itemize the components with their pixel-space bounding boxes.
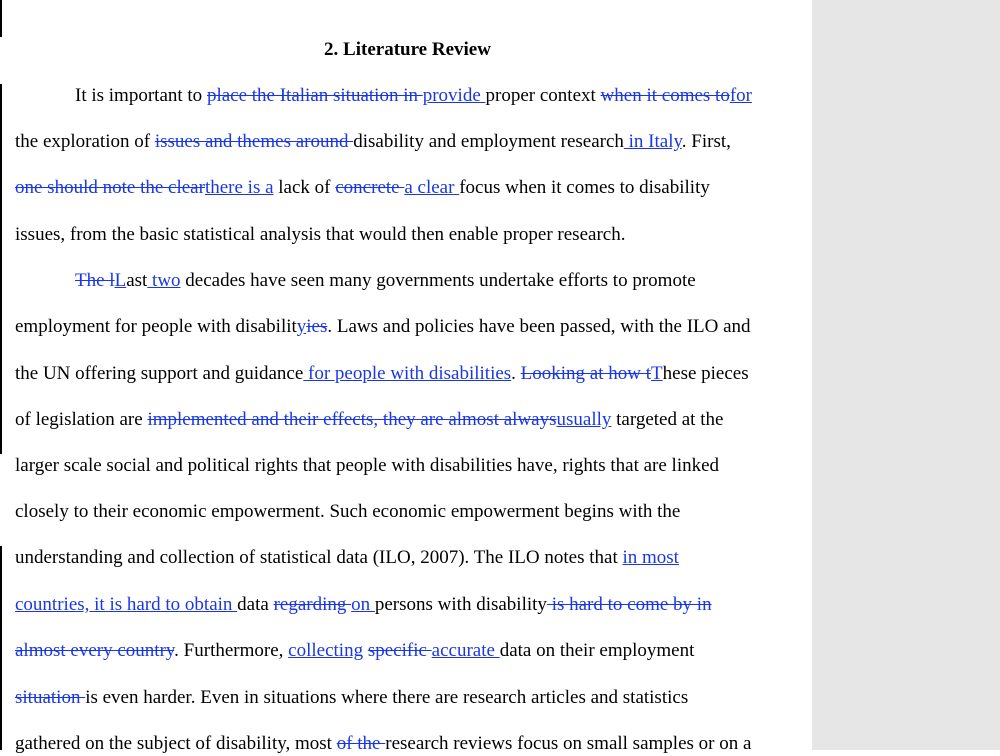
deleted-text: is hard to come by in — [546, 594, 712, 615]
body-text: of legislation are — [15, 409, 148, 430]
body-text: the exploration of — [15, 131, 155, 152]
body-text: understanding and collection of statistical data (ILO, 2007). The ILO notes that — [15, 547, 623, 568]
change-bar — [0, 546, 2, 750]
text-line — [15, 176, 710, 200]
inserted-text: two — [147, 270, 181, 291]
inserted-text: a clear — [404, 177, 460, 198]
body-text: issues, from the basic statistical analysis that would then enable proper research. — [15, 224, 626, 245]
text-line — [75, 84, 752, 108]
deleted-text: situation — [15, 687, 86, 708]
deleted-text: of the — [336, 733, 386, 754]
change-bar — [0, 84, 2, 454]
body-text: . Laws and policies have been passed, with the ILO and — [327, 316, 751, 337]
inserted-text: y — [296, 316, 307, 337]
body-text: It is important to — [75, 85, 207, 106]
body-text: . First, — [681, 131, 731, 152]
inserted-text: usually — [556, 409, 612, 430]
deleted-text: concrete — [335, 177, 405, 198]
deleted-text: regarding — [273, 594, 352, 615]
body-text: ast — [126, 270, 148, 291]
body-text: . Furthermore, — [174, 640, 289, 661]
body-text: data — [237, 594, 274, 615]
inserted-text: in Italy — [623, 131, 682, 152]
text-line — [15, 500, 680, 524]
body-text: the UN offering support and guidance — [15, 363, 304, 384]
deleted-text: Looking at how t — [520, 363, 652, 384]
text-line — [15, 686, 688, 710]
text-line — [15, 454, 719, 478]
body-text: targeted at the — [611, 409, 724, 430]
body-text: proper context — [485, 85, 601, 106]
inserted-text: countries, it is hard to obtain — [15, 594, 238, 615]
comments-margin-panel — [812, 0, 1000, 750]
text-line — [15, 639, 694, 663]
inserted-text: L — [114, 270, 127, 291]
body-text: decades have seen many governments undertake efforts to promote — [180, 270, 696, 291]
body-text: larger scale social and political rights that people with disabilities have, rights that are linked — [15, 455, 720, 476]
body-text: closely to their economic empowerment. Such economic empowerment begins with the — [15, 501, 681, 522]
text-line — [15, 362, 749, 386]
body-text: data on their employment — [499, 640, 695, 661]
inserted-text: there is a — [204, 177, 274, 198]
deleted-text: one should note the clear — [15, 177, 205, 198]
text-line — [15, 130, 731, 154]
inserted-text: T — [651, 363, 663, 384]
inserted-text: for — [729, 85, 752, 106]
inserted-text: in most — [622, 547, 679, 568]
deleted-text: implemented and their effects, they are almost always — [147, 409, 557, 430]
body-text: lack of — [273, 177, 336, 198]
text-line — [15, 223, 625, 247]
change-bar — [0, 0, 2, 37]
deleted-text: when it comes to — [600, 85, 730, 106]
text-line — [15, 315, 751, 339]
body-text: employment for people with disabilit — [15, 316, 297, 337]
text-line — [15, 546, 679, 570]
body-text: focus when it comes to disability — [459, 177, 710, 198]
text-line — [75, 269, 696, 293]
body-text: gathered on the subject of disability, most — [15, 733, 337, 754]
body-text: research reviews focus on small samples or on a — [385, 733, 752, 754]
deleted-text: almost every country — [15, 640, 175, 661]
inserted-text: collecting — [288, 640, 364, 661]
inserted-text: provide — [422, 85, 486, 106]
deleted-text: The l — [75, 270, 115, 291]
text-line — [15, 593, 712, 617]
deleted-text: place the Italian situation in — [206, 85, 423, 106]
inserted-text: for people with disabilities — [303, 363, 512, 384]
section-title: 2. Literature Review — [324, 39, 491, 60]
deleted-text: ies — [306, 316, 328, 337]
deleted-text: specific — [367, 640, 432, 661]
body-text: persons with disability — [374, 594, 547, 615]
inserted-text: on — [351, 594, 375, 615]
deleted-text: issues and themes around — [154, 131, 354, 152]
text-line — [15, 408, 723, 432]
body-text: hese pieces — [662, 363, 749, 384]
text-line — [15, 732, 751, 756]
body-text: . — [511, 363, 521, 384]
body-text: is even harder. Even in situations where there are research articles and statistics — [85, 687, 689, 708]
body-text: disability and employment research — [353, 131, 624, 152]
inserted-text: accurate — [431, 640, 500, 661]
